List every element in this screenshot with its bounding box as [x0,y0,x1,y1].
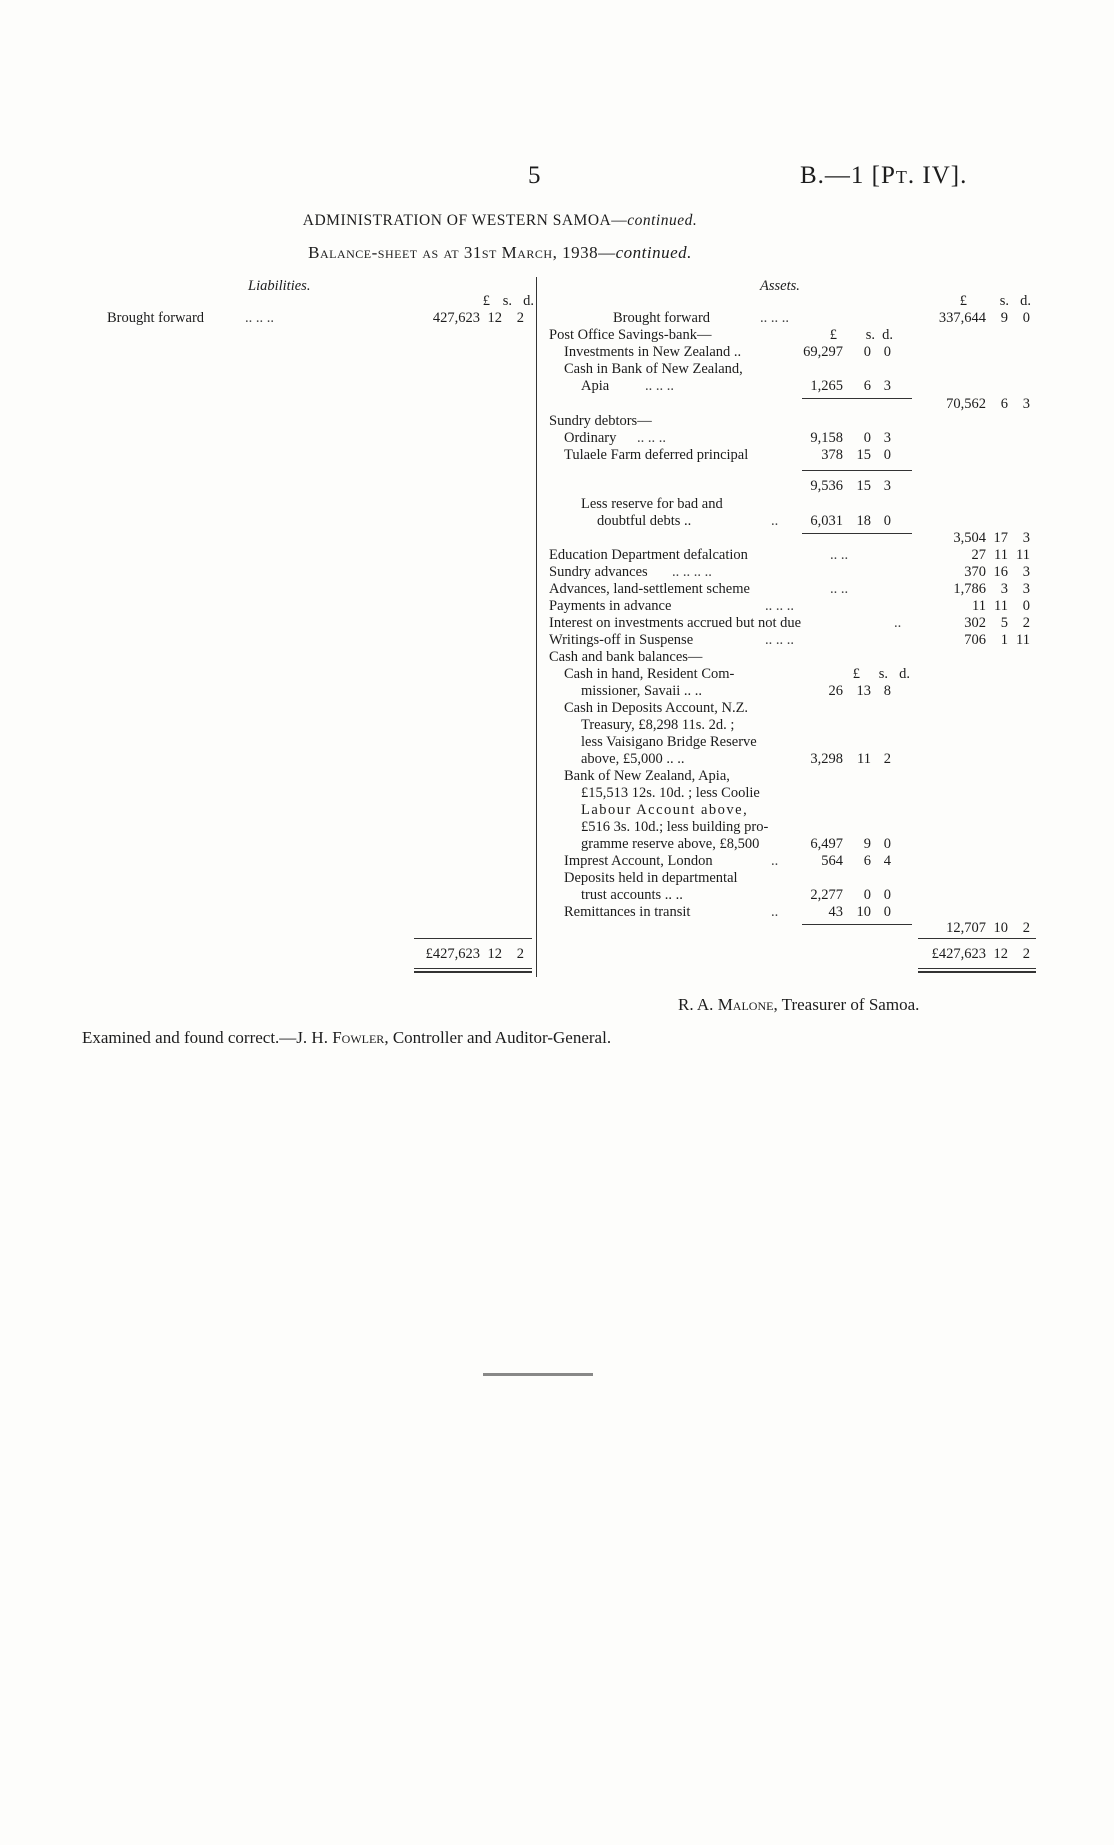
bank-nz-line: Bank of New Zealand, Apia, [564,768,730,784]
reserve-label-1: Less reserve for bad and [581,496,723,512]
deposits-amount [783,751,891,768]
amount-pence: 2 [883,751,891,767]
pence-header: d. [882,327,893,343]
amount-pounds: 43 [828,904,843,920]
amount-pounds: 1,786 [953,581,986,597]
amount-shillings: 15 [856,478,871,494]
amount-shillings: 15 [856,447,871,463]
amount-pence: 2 [516,310,524,326]
sundry-debtors-label: Sundry debtors— [549,413,652,429]
total-shillings: 12 [487,946,502,962]
signature-initials: R. A. [678,995,714,1014]
liabilities-heading: Liabilities. [248,278,311,294]
amount-pounds: 11 [972,598,986,614]
amount-shillings: 10 [856,904,871,920]
assets-double-rule [918,968,1036,973]
amount-shillings: 9 [1000,310,1008,326]
asset-item-amount [906,615,1030,632]
asset-item-label: Writings-off in Suspense [549,632,694,648]
assets-total [906,946,1030,963]
treasurer-signature [678,995,919,1015]
amount-shillings: 18 [856,513,871,529]
amount-pence: 0 [883,344,891,360]
amount-pence: 0 [1022,310,1030,326]
deposits-line: above, £5,000 .. .. [581,751,685,767]
asset-item-amount [906,581,1030,598]
amount-pounds: 3,504 [953,530,986,546]
assets-heading: Assets. [760,278,800,294]
amount-pounds: 706 [964,632,986,648]
amount-shillings: 13 [856,683,871,699]
amount-pounds: 26 [828,683,843,699]
deposits-line: Cash in Deposits Account, N.Z. [564,700,749,716]
cash-in-hand-amount [783,683,891,700]
amount-pounds: 70,562 [946,396,986,412]
post-office-sub-header [805,327,893,344]
amount-shillings: 0 [863,430,871,446]
assets-currency-header [915,293,1031,310]
amount-pence: 3 [1022,581,1030,597]
document-reference [800,162,967,190]
asset-item-amount [906,564,1030,581]
amount-pence: 3 [1022,396,1030,412]
amount-pence: 4 [883,853,891,869]
subtitle-text: Balance-sheet as at 31st March, 1938— [308,243,616,262]
amount-pounds: 12,707 [946,920,986,936]
cash-bank-label-2: Apia [581,378,610,394]
reserve-amount [783,513,891,530]
cash-bank-dots: .. .. .. [645,378,674,394]
liabilities-brought-forward-label: Brought forward [107,310,205,326]
total-pence: 2 [516,946,524,962]
bank-nz-line: gramme reserve above, £8,500 [581,836,760,852]
asset-item-dots: .. .. .. .. [672,564,712,580]
ordinary-label: Ordinary [564,430,617,446]
amount-pounds: 69,297 [803,344,843,360]
amount-pence: 0 [883,887,891,903]
sundry-subtotal-rule [802,470,912,471]
sundry-debtors-total [906,530,1030,547]
asset-item-dots: .. .. [830,581,849,597]
amount-shillings: 17 [993,530,1008,546]
amount-pence: 3 [1022,530,1030,546]
cash-in-hand-line: Cash in hand, Resident Com- [564,666,735,682]
amount-shillings: 1 [1000,632,1008,648]
examined-prefix: Examined and found correct.—J. H. [82,1028,328,1047]
imprest-amount [783,853,891,870]
remittances-amount [783,904,891,921]
amount-pounds: 6,031 [810,513,843,529]
amount-pence: 2 [1022,920,1030,936]
cash-in-hand-line: missioner, Savaii .. .. [581,683,703,699]
amount-shillings: 10 [993,920,1008,936]
total-shillings: 12 [993,946,1008,962]
asset-item-label: Advances, land-settlement scheme [549,581,750,597]
shillings-header: s. [865,327,875,343]
pence-header: d. [1020,293,1031,309]
deposits-line: Treasury, £8,298 11s. 2d. ; [581,717,735,733]
liabilities-brought-forward-dots: .. .. .. [245,310,274,326]
amount-pounds: 378 [821,447,843,463]
asset-item-label: Interest on investments accrued but not due [549,615,802,631]
reserve-dots: .. [771,513,779,529]
shillings-header: s. [999,293,1009,309]
cash-balances-rule [802,924,912,925]
amount-pence: 0 [883,447,891,463]
asset-item-amount [906,547,1030,564]
amount-pounds: 337,644 [938,310,986,326]
doc-ref-close: ]. [950,162,968,189]
tulaele-label: Tulaele Farm deferred principal [564,447,749,463]
amount-shillings: 6 [863,378,871,394]
post-office-total [906,396,1030,413]
print-smudge [483,1373,593,1376]
deposits-held-line: trust accounts .. .. [581,887,683,903]
deposits-held-amount [783,887,891,904]
amount-pounds: 3,298 [810,751,843,767]
amount-shillings: 11 [994,598,1008,614]
bank-nz-line: £15,513 12s. 10d. ; less Coolie [581,785,760,801]
amount-shillings: 16 [993,564,1008,580]
amount-pence: 3 [883,478,891,494]
amount-pence: 0 [883,836,891,852]
total-pounds: £427,623 [425,946,480,962]
asset-item-dots: .. [894,615,902,631]
bank-nz-amount [783,836,891,853]
auditor-title: , Controller and Auditor-General. [384,1028,612,1047]
pounds-header: £ [959,293,967,309]
asset-item-label: Payments in advance [549,598,672,614]
amount-shillings: 0 [863,344,871,360]
subtitle-suffix: continued. [615,243,692,262]
cash-balances-label: Cash and bank balances— [549,649,703,665]
signature-title: , Treasurer of Samoa. [773,995,920,1014]
asset-item-amount [906,598,1030,615]
assets-brought-forward-label: Brought forward [613,310,711,326]
amount-pence: 2 [1022,615,1030,631]
title-text: ADMINISTRATION OF WESTERN SAMOA— [302,212,628,229]
pounds-header: £ [829,327,837,343]
amount-pounds: 370 [964,564,986,580]
amount-pounds: 1,265 [810,378,843,394]
liabilities-double-rule [414,968,532,973]
amount-shillings: 11 [857,751,871,767]
pence-header: d. [899,666,910,682]
amount-shillings: 9 [863,836,871,852]
amount-pounds: 27 [971,547,986,563]
liabilities-total [400,946,524,963]
auditor-certification [82,1028,611,1048]
amount-shillings: 3 [1000,581,1008,597]
amount-pence: 0 [1022,598,1030,614]
shillings-header: s. [878,666,888,682]
amount-pence: 11 [1016,632,1030,648]
amount-pounds: 564 [821,853,843,869]
signature-name: Malone [717,995,774,1014]
amount-pounds: 6,497 [810,836,843,852]
bank-nz-line: £516 3s. 10d.; less building pro- [581,819,769,835]
amount-shillings: 6 [863,853,871,869]
amount-shillings: 6 [1000,396,1008,412]
auditor-name: Fowler [332,1028,385,1047]
total-pence: 2 [1022,946,1030,962]
cash-bank-amount [783,378,891,395]
amount-pounds: 2,277 [810,887,843,903]
asset-item-amount [906,632,1030,649]
amount-pounds: 9,158 [810,430,843,446]
amount-pence: 0 [883,904,891,920]
page-title [0,212,1000,230]
title-suffix: continued. [627,212,698,229]
remittances-label: Remittances in transit [564,904,691,920]
pounds-header: £ [852,666,860,682]
doc-ref-text: B.—1 [ [800,162,881,189]
remittances-dots: .. [771,904,779,920]
imprest-dots: .. [771,853,779,869]
amount-pence: 8 [883,683,891,699]
liabilities-currency-header [410,293,534,310]
assets-brought-forward-amount [906,310,1030,327]
asset-item-label: Education Department defalcation [549,547,748,563]
investments-label: Investments in New Zealand .. [564,344,742,360]
page-number: 5 [528,162,541,189]
asset-item-dots: .. .. .. [765,598,794,614]
amount-pence: 0 [883,513,891,529]
amount-shillings: 5 [1000,615,1008,631]
shillings-header: s. [502,293,512,309]
liabilities-total-rule [414,938,532,939]
amount-pence: 11 [1016,547,1030,563]
deposits-line: less Vaisigano Bridge Reserve [581,734,757,750]
total-pounds: £427,623 [931,946,986,962]
cash-bank-label-1: Cash in Bank of New Zealand, [564,361,743,377]
assets-brought-forward-dots: .. .. .. [760,310,789,326]
post-office-rule [802,398,912,399]
amount-pounds: 427,623 [432,310,480,326]
assets-total-rule [918,938,1036,939]
imprest-label: Imprest Account, London [564,853,713,869]
sundry-total-rule [802,533,912,534]
column-divider [536,277,537,977]
post-office-label: Post Office Savings-bank— [549,327,712,343]
amount-pence: 3 [883,378,891,394]
ordinary-dots: .. .. .. [637,430,666,446]
cash-balances-sub-header [820,666,910,683]
ordinary-amount [783,430,891,447]
amount-shillings: 11 [994,547,1008,563]
sundry-subtotal [783,478,891,495]
deposits-held-line: Deposits held in departmental [564,870,738,886]
pence-header: d. [523,293,534,309]
amount-pence: 3 [1022,564,1030,580]
asset-item-label: Sundry advances [549,564,648,580]
doc-ref-part: Pt. IV [881,162,951,189]
amount-shillings: 12 [487,310,502,326]
amount-pounds: 9,536 [810,478,843,494]
tulaele-amount [783,447,891,464]
amount-pounds: 302 [964,615,986,631]
reserve-label-2: doubtful debts .. [597,513,692,529]
investments-amount [783,344,891,361]
pounds-header: £ [482,293,490,309]
page-subtitle [0,243,1000,263]
liabilities-brought-forward-amount [400,310,524,327]
bank-nz-line: Labour Account above, [581,802,749,818]
asset-item-dots: .. .. [830,547,849,563]
asset-item-dots: .. .. .. [765,632,794,648]
amount-pence: 3 [883,430,891,446]
cash-balances-total [906,920,1030,937]
amount-shillings: 0 [863,887,871,903]
